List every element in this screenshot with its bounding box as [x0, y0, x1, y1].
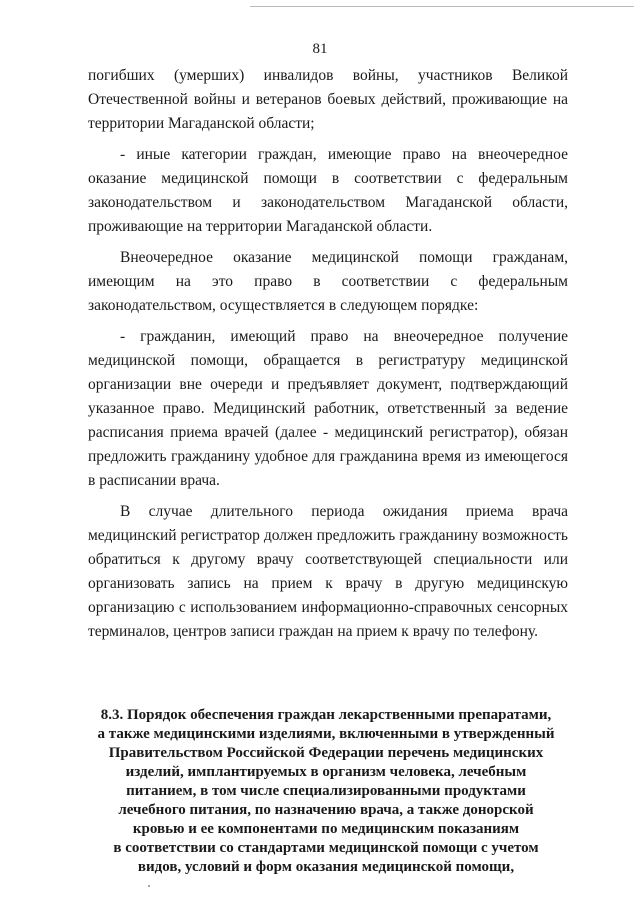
scan-top-rule: [250, 6, 634, 7]
scan-speck: [148, 885, 150, 887]
heading-line: 8.3. Порядок обеспечения граждан лекарственными препаратами,: [100, 707, 552, 723]
paragraph-priority-procedure: Внеочередное оказание медицинской помощи гражданам, имеющим на это право в соответствии с федеральным законодательством, осуществляется в следующем порядке:: [88, 249, 568, 314]
heading-line: а также медицинскими изделиями, включенными в утвержденный: [97, 726, 555, 742]
page-number: 81: [312, 41, 328, 57]
heading-line: питанием, в том числе специализированными продуктами: [126, 783, 526, 799]
heading-line: Правительством Российской Федерации перечень медицинских: [108, 745, 544, 761]
paragraph-registry-rule: - гражданин, имеющий право на внеочередное получение медицинской помощи, обращается в регистратуру медицинской организации вне очереди и предъявляет документ, подтверждающий указанное право. Медицинский работник, ответственный за ведение расписания приема врачей (далее - медицинский регистратор), обязан предложить гражданину удобное для гражданина время из имеющегося в расписании врача.: [88, 328, 568, 489]
heading-line: видов, условий и форм оказания медицинской помощи,: [137, 859, 515, 875]
paragraph-continuation: погибших (умерших) инвалидов войны, участников Великой Отечественной войны и ветеранов боевых действий, проживающие на территории Магаданской области;: [88, 67, 568, 132]
section-heading-8-3: [76, 706, 576, 877]
paragraph-other-categories: - иные категории граждан, имеющие право на внеочередное оказание медицинской помощи в соответствии с федеральным законодательством и законодательством Магаданской области, проживающие на территории Магаданской области.: [88, 146, 568, 235]
document-body: [88, 64, 568, 644]
paragraph-long-wait: В случае длительного периода ожидания приема врача медицинский регистратор должен предложить гражданину возможность обратиться к другому врачу соответствующей специальности или организовать запись на прием к врачу в другую медицинскую организацию с использованием информационно-справочных сенсорных терминалов, центров записи граждан на прием к врачу по телефону.: [88, 503, 568, 640]
heading-line: лечебного питания, по назначению врача, а также донорской: [118, 802, 534, 818]
heading-line: в соответствии со стандартами медицинской помощи с учетом: [113, 840, 539, 856]
heading-line: изделий, имплантируемых в организм человека, лечебным: [125, 764, 527, 780]
heading-line: кровью и ее компонентами по медицинским показаниям: [132, 821, 520, 837]
